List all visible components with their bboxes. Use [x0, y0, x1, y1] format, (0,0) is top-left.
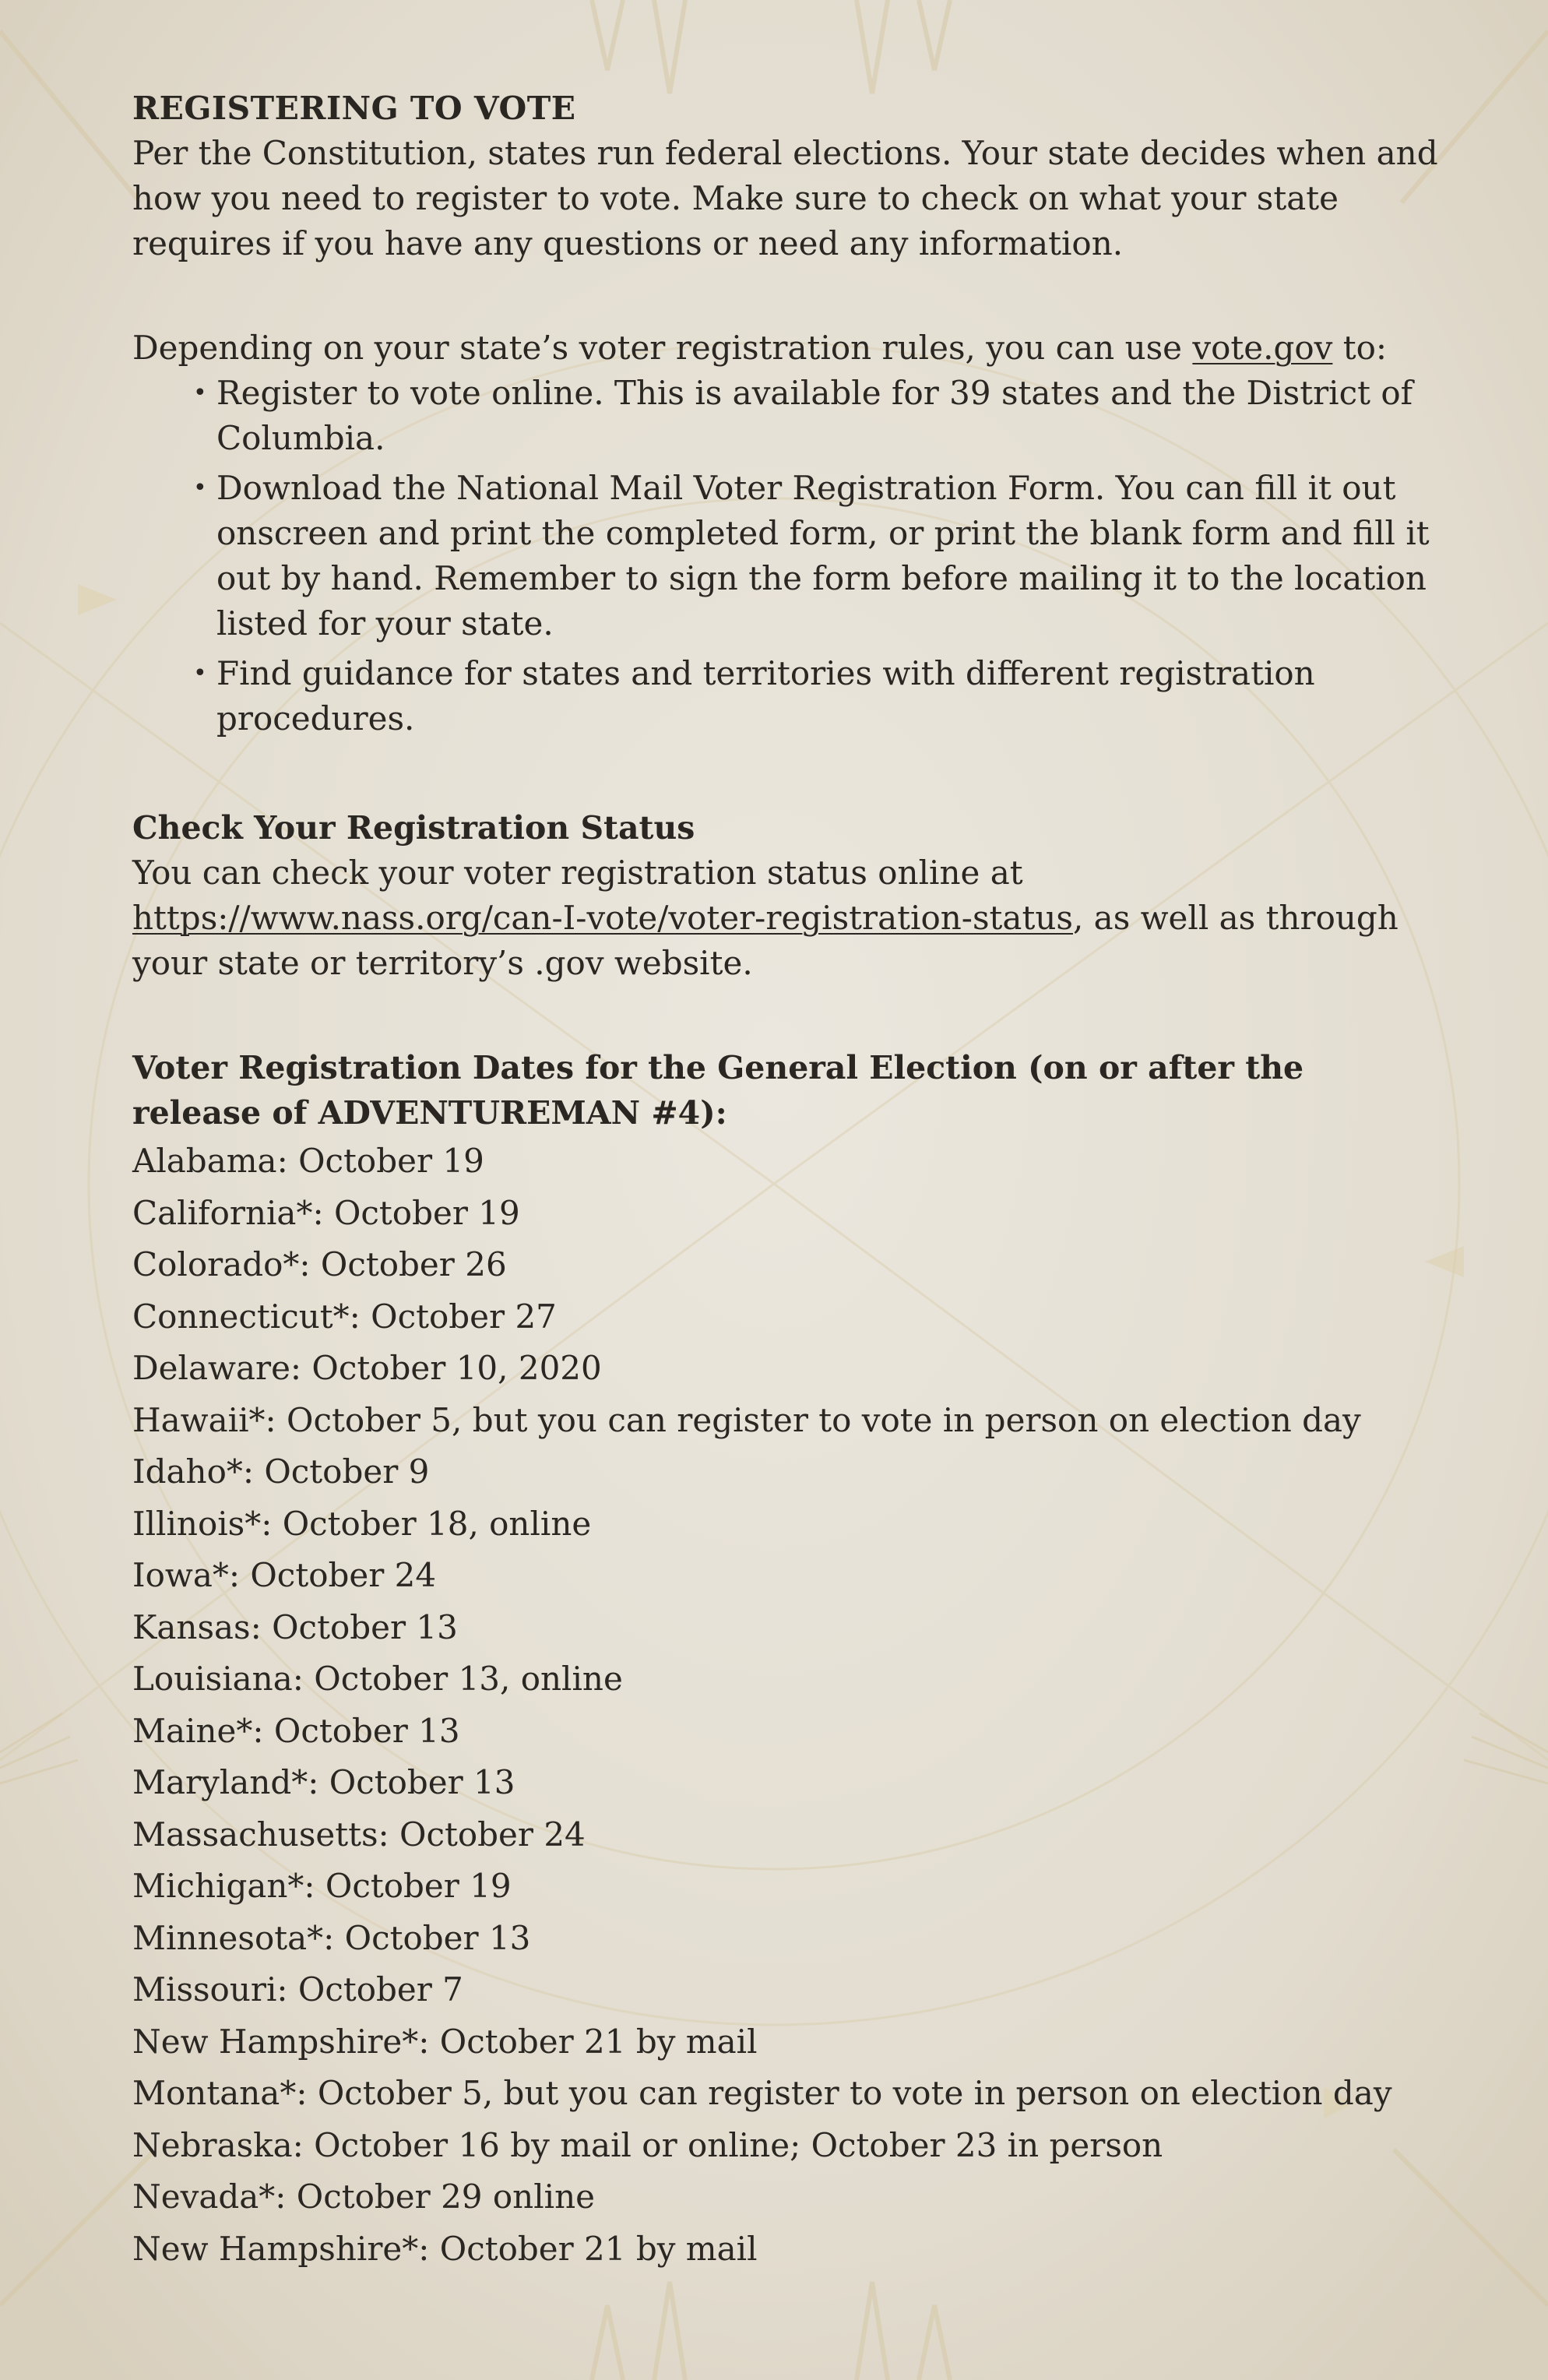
list-item: New Hampshire*: October 21 by mail: [132, 2022, 758, 2061]
list-item: Maine*: October 13: [132, 1711, 460, 1750]
document-body: [132, 86, 1441, 2275]
list-item: Maryland*: October 13: [132, 1763, 515, 1801]
list-item: Connecticut*: October 27: [132, 1297, 557, 1336]
dates-heading: Voter Registration Dates for the General Election (on or after the release of ADVENTUREMAN #4):: [132, 1049, 1304, 1132]
status-suffix: , as well as through your state or territory’s .gov website.: [132, 899, 1398, 982]
list-item: Minnesota*: October 13: [132, 1918, 531, 1957]
list-item: • Find guidance for states and territories with different registration procedures.: [216, 651, 1441, 741]
list-item: Alabama: October 19: [132, 1142, 484, 1180]
list-item: Kansas: October 13: [132, 1607, 458, 1646]
status-section: [132, 805, 1441, 986]
list-item: • Download the National Mail Voter Registration Form. You can fill it out onscreen and print the completed form, or print the blank form and fill it out by hand. Remember to sign the form before mailing it to the location listed for your state.: [216, 466, 1441, 646]
list-item: Iowa*: October 24: [132, 1556, 437, 1594]
registering-intro: Per the Constitution, states run federal elections. Your state decides when and how you need to register to vote. Make sure to check on what your state requires if you have any questions or need any information.: [132, 134, 1438, 262]
spacer: [132, 266, 1441, 326]
list-item: Colorado*: October 26: [132, 1245, 507, 1283]
list-item: Montana*: October 5, but you can register to vote in person on election day: [132, 2074, 1392, 2112]
list-item: Massachusetts: October 24: [132, 1815, 586, 1854]
nass-status-link[interactable]: https://www.nass.org/can-I-vote/voter-registration-status: [132, 899, 1073, 937]
list-item: New Hampshire*: October 21 by mail: [132, 2229, 758, 2268]
registering-section: [132, 86, 1441, 741]
list-item: Idaho*: October 9: [132, 1452, 430, 1491]
list-item: Louisiana: October 13, online: [132, 1660, 623, 1698]
list-item: Nevada*: October 29 online: [132, 2178, 595, 2216]
options-list: [132, 371, 1441, 741]
dates-section: [132, 1045, 1441, 2275]
list-item: Delaware: October 10, 2020: [132, 1349, 602, 1387]
status-paragraph: [132, 850, 1441, 986]
registering-heading: REGISTERING TO VOTE: [132, 90, 576, 127]
depending-paragraph: [132, 326, 1441, 371]
spacer: [132, 986, 1441, 1045]
list-item: Hawaii*: October 5, but you can register to vote in person on election day: [132, 1400, 1361, 1439]
depending-prefix: Depending on your state’s voter registration rules, you can use: [132, 329, 1193, 367]
list-item: Nebraska: October 16 by mail or online; October 23 in person: [132, 2125, 1163, 2164]
list-item: Michigan*: October 19: [132, 1867, 512, 1905]
vote-gov-link[interactable]: vote.gov: [1192, 329, 1333, 367]
list-item: Illinois*: October 18, online: [132, 1504, 592, 1543]
list-item: • Register to vote online. This is available for 39 states and the District of Columbia.: [216, 371, 1441, 461]
dates-list: [132, 1135, 1441, 2275]
status-heading: Check Your Registration Status: [132, 809, 695, 847]
spacer: [132, 746, 1441, 805]
status-prefix: You can check your voter registration status online at: [132, 854, 1023, 892]
list-item: Missouri: October 7: [132, 1970, 463, 2009]
depending-suffix: to:: [1332, 329, 1388, 367]
list-item: California*: October 19: [132, 1193, 520, 1232]
